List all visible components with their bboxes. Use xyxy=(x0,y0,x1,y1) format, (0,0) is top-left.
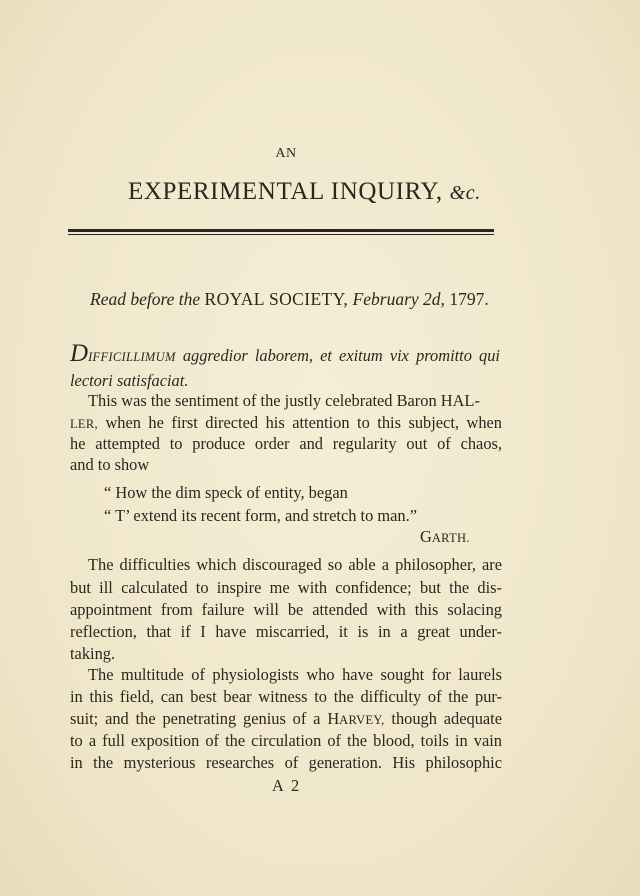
para1-line-2-rest: when he first directed his attention to this subject, when xyxy=(105,413,502,432)
page-title xyxy=(128,178,481,206)
quote-line-1: “ How the dim speck of entity, began xyxy=(104,483,348,502)
para1-line-3: he attempted to produce order and regularity out of chaos, xyxy=(70,434,502,453)
para3-line-5: in the mysterious researches of generation. His philosophic xyxy=(70,753,502,772)
para2-line-5: taking. xyxy=(70,644,116,663)
epigraph-line-2: lectori satisfaciat. xyxy=(70,371,189,390)
para3-line-3-b: though adequate xyxy=(391,709,503,728)
para3-line-4: to a full exposition of the circulation of the blood, toils in vain xyxy=(70,731,502,750)
para2-line-3: appointment from failure will be attended with this solacing xyxy=(70,600,502,619)
harvey-initial: H xyxy=(327,709,340,728)
epigraph-line-1 xyxy=(70,340,500,367)
quote-line-2: “ T’ extend its recent form, and stretch to man.” xyxy=(104,506,417,525)
harvey-rest: ARVEY, xyxy=(339,713,385,727)
read-date: February 2d, xyxy=(352,289,445,309)
read-prefix: Read before the xyxy=(90,289,201,309)
haller-name: LER, xyxy=(70,417,98,431)
para3-line-1: The multitude of physiologists who have sought for laurels xyxy=(88,665,502,684)
signature-mark: A 2 xyxy=(272,776,302,795)
drop-cap: D xyxy=(70,340,89,367)
para1-line-2 xyxy=(70,413,502,434)
attribution-rest: ARTH. xyxy=(431,531,470,545)
para2-line-4: reflection, that if I have miscarried, it is in a great under- xyxy=(70,622,502,641)
epigraph-first-word: IFFICILLIMUM xyxy=(88,350,176,364)
para3-line-2: in this field, can best bear witness to the difficulty of the pur- xyxy=(70,687,502,706)
heading-rule-thick xyxy=(68,229,494,232)
title-etc: &c. xyxy=(449,182,481,204)
pre-title: AN xyxy=(275,146,297,161)
heading-rule-thin xyxy=(68,234,494,235)
read-before-line xyxy=(90,289,489,310)
para3-line-3 xyxy=(70,709,502,730)
epigraph-line-1-rest: aggredior laborem, et exitum vix promitto qui xyxy=(182,346,500,365)
para3-line-3-a: suit; and the penetrating genius of a xyxy=(70,709,321,728)
society-name: ROYAL SOCIETY, xyxy=(204,289,349,309)
title-text: EXPERIMENTAL INQUIRY, xyxy=(128,178,443,205)
para2-line-1: The difficulties which discouraged so able a philosopher, are xyxy=(88,555,502,574)
quote-attribution xyxy=(420,527,470,548)
para2-line-2: but ill calculated to inspire me with confidence; but the dis- xyxy=(70,578,502,597)
read-year: 1797. xyxy=(449,289,489,309)
para1-line-4: and to show xyxy=(70,455,150,474)
attribution-initial: G xyxy=(420,527,432,546)
para1-line-1: This was the sentiment of the justly celebrated Baron HAL- xyxy=(88,391,480,410)
